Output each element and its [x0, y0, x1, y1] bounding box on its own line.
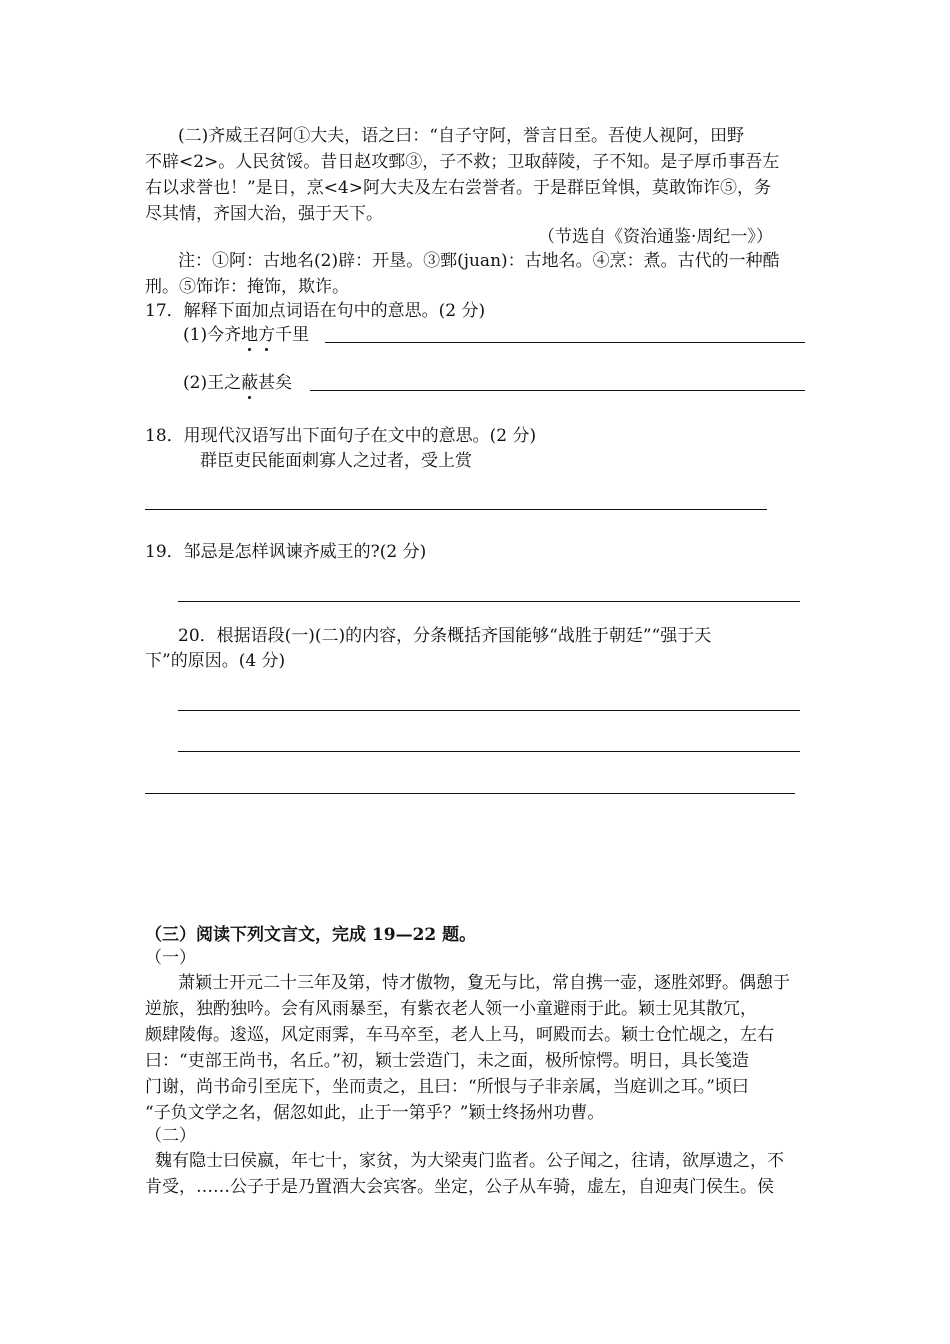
passage-line: 不辟<2>。人民贫馁。昔日赵攻鄄③，子不救；卫取薛陵，子不知。是子厚币事吾左 — [145, 152, 780, 172]
passage-source: （节选自《资治通鉴·周纪一》） — [538, 227, 773, 247]
passage-line: 尽其情，齐国大治，强于天下。 — [145, 204, 383, 224]
dotted-char: 方 — [258, 325, 276, 345]
question-19-prompt: 19．邹忌是怎样讽谏齐威王的?(2 分) — [145, 542, 427, 562]
passage-line: “子负文学之名，倨忽如此，止于一第乎？”颖士终扬州功曹。 — [145, 1103, 605, 1123]
passage-line: 右以求誉也！”是日，烹<4>阿大夫及左右尝誉者。于是群臣耸惧，莫敢饰诈⑤，务 — [145, 178, 771, 198]
section-heading: （三）阅读下列文言文，完成 19—22 题。 — [145, 925, 477, 945]
part-label: （二） — [145, 1126, 196, 1146]
answer-line[interactable] — [325, 342, 805, 343]
question-20-prompt: 20．根据语段(一)(二)的内容，分条概括齐国能够“战胜于朝廷”“强于天 — [178, 626, 712, 646]
passage-line: 逆旅，独酌独吟。会有风雨暴至，有紫衣老人领一小童避雨于此。颖士见其散冗， — [145, 999, 757, 1019]
answer-line[interactable] — [178, 710, 800, 711]
question-20-prompt: 下”的原因。(4 分) — [145, 651, 286, 671]
answer-line[interactable] — [145, 509, 767, 510]
dotted-char: 蔽 — [241, 373, 259, 393]
question-17-prompt: 17．解释下面加点词语在句中的意思。(2 分) — [145, 301, 486, 321]
passage-note: 注：①阿：古地名(2)辟：开垦。③鄄(juan)：古地名。④烹：煮。古代的一种酷 — [178, 251, 780, 271]
answer-line[interactable] — [145, 793, 795, 794]
passage-line: 门谢，尚书命引至庑下，坐而责之，且曰：“所恨与子非亲属，当庭训之耳。”顷曰 — [145, 1077, 749, 1097]
question-18-prompt: 18．用现代汉语写出下面句子在文中的意思。(2 分) — [145, 426, 537, 446]
passage-line: (二)齐威王召阿①大夫，语之曰：“自子守阿，誉言日至。吾使人视阿，田野 — [178, 126, 744, 146]
passage-note: 刑。⑤饰诈：掩饰，欺诈。 — [145, 277, 349, 297]
passage-line: 萧颖士开元二十三年及第，恃才傲物，夐无与比，常自携一壶，逐胜郊野。偶憩于 — [178, 973, 790, 993]
part-label: （一） — [145, 948, 196, 968]
question-17-item-1: (1)今齐地方千里 — [183, 325, 310, 345]
answer-line[interactable] — [178, 601, 800, 602]
question-17-item-2: (2)王之蔽甚矣 — [183, 373, 293, 393]
question-18-sentence: 群臣吏民能面刺寡人之过者，受上赏 — [200, 451, 472, 471]
passage-line: 曰：“吏部王尚书，名丘。”初，颖士尝造门，未之面，极所惊愕。明日，具长笺造 — [145, 1051, 749, 1071]
passage-line: 颇肆陵侮。逡巡，风定雨霁，车马卒至，老人上马，呵殿而去。颖士仓忙觇之，左右 — [145, 1025, 774, 1045]
passage-line: 肯受，……公子于是乃置酒大会宾客。坐定，公子从车骑，虚左，自迎夷门侯生。侯 — [145, 1177, 774, 1197]
dotted-char: 地 — [241, 325, 259, 345]
passage-line: 魏有隐士曰侯嬴，年七十，家贫，为大梁夷门监者。公子闻之，往请，欲厚遗之，不 — [155, 1151, 784, 1171]
answer-line[interactable] — [310, 390, 805, 391]
answer-line[interactable] — [178, 751, 800, 752]
